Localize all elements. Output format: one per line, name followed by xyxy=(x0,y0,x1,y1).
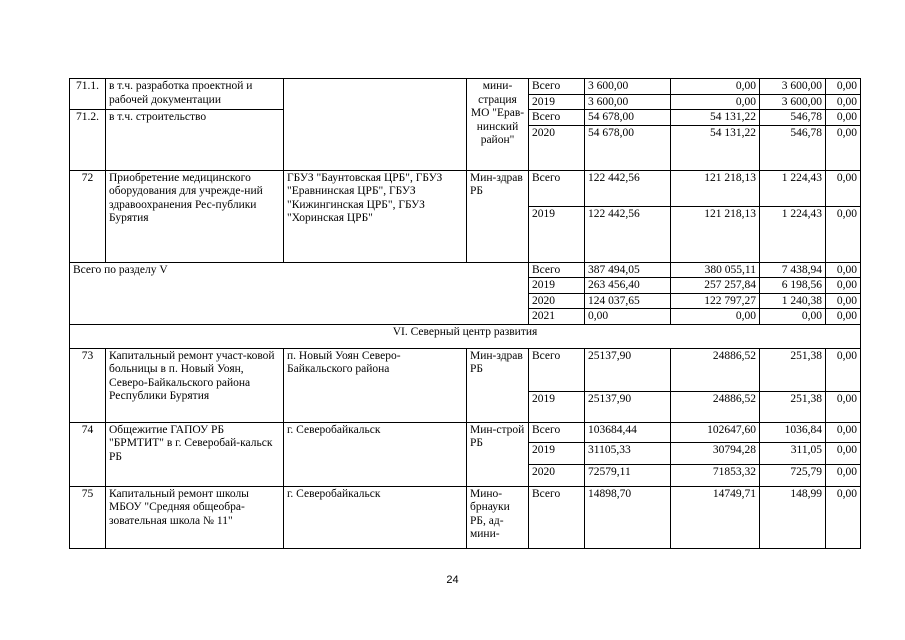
total-amount: 103684,44 xyxy=(585,422,671,442)
event-name: Капитальный ремонт участ-ковой больницы в п. Новый Уоян, Северо-Байкальского района Республики Бурятия xyxy=(106,348,284,422)
row-number: 72 xyxy=(70,170,106,262)
regional-amount: 251,38 xyxy=(760,391,826,422)
total-amount: 14898,70 xyxy=(585,486,671,548)
total-amount: 3 600,00 xyxy=(585,79,671,95)
total-amount: 124 037,65 xyxy=(585,293,671,309)
federal-amount: 24886,52 xyxy=(671,348,760,391)
federal-amount: 102647,60 xyxy=(671,422,760,442)
regional-amount: 1 240,38 xyxy=(760,293,826,309)
organization: г. Северобайкальск xyxy=(284,486,467,548)
regional-amount: 1 224,43 xyxy=(760,170,826,206)
period: Всего xyxy=(529,348,585,391)
municipal-amount: 0,00 xyxy=(826,486,861,548)
federal-amount: 122 797,27 xyxy=(671,293,760,309)
regional-amount: 3 600,00 xyxy=(760,94,826,110)
regional-amount: 725,79 xyxy=(760,464,826,486)
regional-amount: 3 600,00 xyxy=(760,79,826,95)
total-amount: 263 456,40 xyxy=(585,278,671,294)
period: Всего xyxy=(529,422,585,442)
period: Всего xyxy=(529,170,585,206)
regional-amount: 251,38 xyxy=(760,348,826,391)
table-row xyxy=(70,79,861,95)
table-row xyxy=(70,486,861,548)
period: 2019 xyxy=(529,278,585,294)
executor: Мин-здрав РБ xyxy=(467,348,529,422)
federal-amount: 54 131,22 xyxy=(671,110,760,126)
row-number: 73 xyxy=(70,348,106,422)
municipal-amount: 0,00 xyxy=(826,293,861,309)
municipal-amount: 0,00 xyxy=(826,79,861,95)
event-name: в т.ч. строительство xyxy=(106,110,284,171)
organization: п. Новый Уоян Северо-Байкальского района xyxy=(284,348,467,422)
table-row xyxy=(70,348,861,391)
federal-amount: 71853,32 xyxy=(671,464,760,486)
period: Всего xyxy=(529,262,585,278)
total-amount: 122 442,56 xyxy=(585,206,671,262)
period: 2020 xyxy=(529,464,585,486)
regional-amount: 148,99 xyxy=(760,486,826,548)
municipal-amount: 0,00 xyxy=(826,309,861,325)
regional-amount: 7 438,94 xyxy=(760,262,826,278)
total-amount: 25137,90 xyxy=(585,348,671,391)
row-number: 71.2. xyxy=(70,110,106,171)
regional-amount: 0,00 xyxy=(760,309,826,325)
period: Всего xyxy=(529,110,585,126)
period: 2021 xyxy=(529,309,585,325)
event-name: в т.ч. разработка проектной и рабочей документации xyxy=(106,79,284,110)
row-number: 71.1. xyxy=(70,79,106,110)
table-row xyxy=(70,170,861,206)
regional-amount: 546,78 xyxy=(760,125,826,170)
period: 2019 xyxy=(529,391,585,422)
executor: мини-страция МО "Ерав-нинский район" xyxy=(467,79,529,171)
municipal-amount: 0,00 xyxy=(826,422,861,442)
organization: ГБУЗ "Баунтовская ЦРБ", ГБУЗ "Еравнинская ЦРБ", ГБУЗ "Кижингинская ЦРБ", ГБУЗ "Хоринская ЦРБ" xyxy=(284,170,467,262)
row-number: 75 xyxy=(70,486,106,548)
page-number: 24 xyxy=(446,574,459,586)
federal-amount: 121 218,13 xyxy=(671,206,760,262)
total-amount: 3 600,00 xyxy=(585,94,671,110)
period: 2020 xyxy=(529,125,585,170)
event-name: Приобретение медицинского оборудования для учрежде-ний здравоохранения Рес-публики Бурятия xyxy=(106,170,284,262)
total-amount: 54 678,00 xyxy=(585,125,671,170)
municipal-amount: 0,00 xyxy=(826,262,861,278)
period: Всего xyxy=(529,79,585,95)
municipal-amount: 0,00 xyxy=(826,348,861,391)
federal-amount: 0,00 xyxy=(671,309,760,325)
organization: г. Северобайкальск xyxy=(284,422,467,486)
event-name: Общежитие ГАПОУ РБ "БРМТИТ" в г. Северобай-кальск РБ xyxy=(106,422,284,486)
federal-amount: 121 218,13 xyxy=(671,170,760,206)
total-amount: 54 678,00 xyxy=(585,110,671,126)
municipal-amount: 0,00 xyxy=(826,94,861,110)
period: 2020 xyxy=(529,293,585,309)
period: 2019 xyxy=(529,442,585,464)
federal-amount: 380 055,11 xyxy=(671,262,760,278)
organization xyxy=(284,79,467,171)
executor: Мин-здрав РБ xyxy=(467,170,529,262)
regional-amount: 546,78 xyxy=(760,110,826,126)
federal-amount: 54 131,22 xyxy=(671,125,760,170)
total-amount: 387 494,05 xyxy=(585,262,671,278)
municipal-amount: 0,00 xyxy=(826,278,861,294)
period: 2019 xyxy=(529,206,585,262)
row-number: 74 xyxy=(70,422,106,486)
table-row xyxy=(70,324,861,348)
total-amount: 122 442,56 xyxy=(585,170,671,206)
municipal-amount: 0,00 xyxy=(826,110,861,126)
federal-amount: 24886,52 xyxy=(671,391,760,422)
municipal-amount: 0,00 xyxy=(826,391,861,422)
federal-amount: 14749,71 xyxy=(671,486,760,548)
executor: Мино-брнауки РБ, ад-мини- xyxy=(467,486,529,548)
municipal-amount: 0,00 xyxy=(826,206,861,262)
total-amount: 72579,11 xyxy=(585,464,671,486)
total-amount: 25137,90 xyxy=(585,391,671,422)
table-row xyxy=(70,262,861,278)
federal-amount: 0,00 xyxy=(671,79,760,95)
section-heading: VI. Северный центр развития xyxy=(70,324,861,348)
municipal-amount: 0,00 xyxy=(826,464,861,486)
event-name: Капитальный ремонт школы МБОУ "Средняя общеобра-зовательная школа № 11" xyxy=(106,486,284,548)
period: Всего xyxy=(529,486,585,548)
section-total-label: Всего по разделу V xyxy=(70,262,529,324)
program-table xyxy=(69,78,861,549)
total-amount: 0,00 xyxy=(585,309,671,325)
table-row xyxy=(70,422,861,442)
regional-amount: 311,05 xyxy=(760,442,826,464)
municipal-amount: 0,00 xyxy=(826,125,861,170)
federal-amount: 257 257,84 xyxy=(671,278,760,294)
federal-amount: 0,00 xyxy=(671,94,760,110)
total-amount: 31105,33 xyxy=(585,442,671,464)
executor: Мин-строй РБ xyxy=(467,422,529,486)
municipal-amount: 0,00 xyxy=(826,170,861,206)
regional-amount: 6 198,56 xyxy=(760,278,826,294)
period: 2019 xyxy=(529,94,585,110)
regional-amount: 1036,84 xyxy=(760,422,826,442)
federal-amount: 30794,28 xyxy=(671,442,760,464)
regional-amount: 1 224,43 xyxy=(760,206,826,262)
municipal-amount: 0,00 xyxy=(826,442,861,464)
